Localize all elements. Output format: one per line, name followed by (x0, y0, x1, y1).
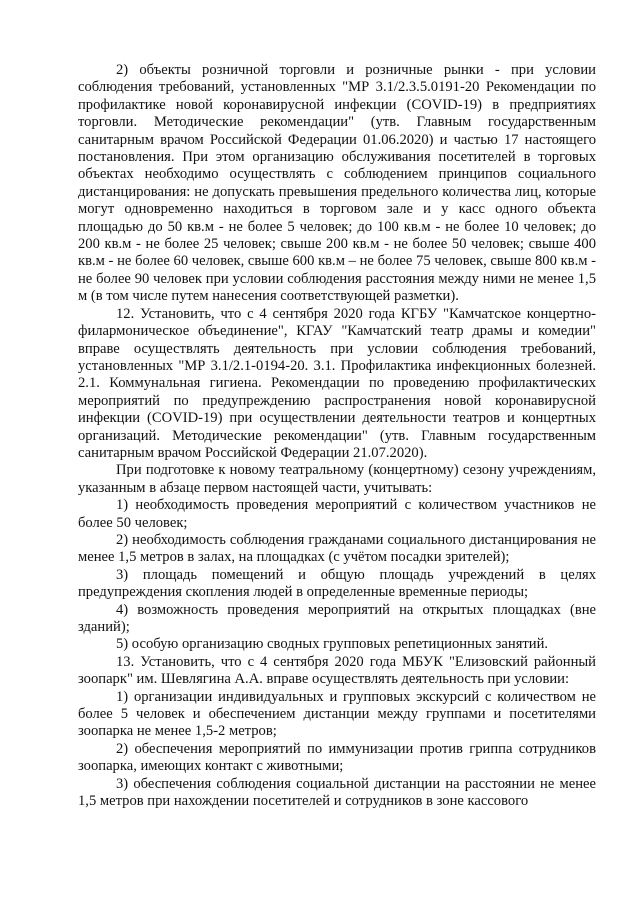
list-item-3: 3) площадь помещений и общую площадь учреждений в целях предупреждения скопления людей в определенные временные периоды; (78, 566, 596, 601)
paragraph-12-theatres: 12. Установить, что с 4 сентября 2020 года КГБУ "Камчатское концертно-филармоническое объединение", КГАУ "Камчатский театр драмы и комедии" вправе осуществлять деятельность при условии соблюдения требований, установленных "МР 3.1/2.1-0194-20. 3.1. Профилактика инфекционных болезней. 2.1. Коммунальная гигиена. Рекомендации по проведению профилактических мероприятий по предупреждению распространения новой коронавирусной инфекции (COVID-19) при осуществлении деятельности театров и концертных организаций. Методические рекомендации" (утв. Главным государственным санитарным врачом Российской Федерации 21.07.2020). (78, 305, 596, 461)
document-page (78, 62, 596, 810)
paragraph-season-preparation: При подготовке к новому театральному (концертному) сезону учреждениям, указанным в абзаце первом настоящей части, учитывать: (78, 462, 596, 496)
list-item-1: 1) необходимость проведения мероприятий с количеством участников не более 50 человек; (78, 497, 596, 531)
list-item-4: 4) возможность проведения мероприятий на открытых площадках (вне зданий); (78, 601, 596, 635)
zoo-item-1: 1) организации индивидуальных и групповых экскурсий с количеством не более 5 человек и обеспечением дистанции между группами и посетителями зоопарка не менее 1,5-2 метров; (78, 688, 596, 740)
paragraph-retail-objects: 2) объекты розничной торговли и розничные рынки - при условии соблюдения требований, установленных "МР 3.1/2.3.5.0191-20 Рекомендации по профилактике новой коронавирусной инфекции (COVID-19) в предприятиях торговли. Методические рекомендации" (утв. Главным государственным санитарным врачом Российской Федерации 01.06.2020) и частью 17 настоящего постановления. При этом организацию обслуживания посетителей в торговых объектах необходимо осуществлять с соблюдением принципов социального дистанцирования: не допускать превышения предельного количества лиц, которые могут одновременно находиться в торговом зале и у касс одного объекта площадью до 50 кв.м - не более 5 человек; до 100 кв.м - не более 10 человек; до 200 кв.м - не более 25 человек; свыше 200 кв.м - не более 50 человек; свыше 400 кв.м - не более 60 человек, свыше 600 кв.м – не более 75 человек, свыше 800 кв.м - не более 90 человек при условии соблюдения расстояния между ними не менее 1,5 м (в том числе путем нанесения соответствующей разметки). (78, 62, 596, 305)
list-item-2: 2) необходимость соблюдения гражданами социального дистанцирования не менее 1,5 метров в залах, на площадках (с учётом посадки зрителей); (78, 531, 596, 566)
paragraph-13-zoo: 13. Установить, что с 4 сентября 2020 года МБУК "Елизовский районный зоопарк" им. Шевлягина А.А. вправе осуществлять деятельность при условии: (78, 653, 596, 688)
zoo-item-3: 3) обеспечения соблюдения социальной дистанции на расстоянии не менее 1,5 метров при нахождении посетителей и сотрудников в зоне кассового (78, 775, 596, 810)
list-item-5: 5) особую организацию сводных групповых репетиционных занятий. (116, 636, 549, 653)
zoo-item-2: 2) обеспечения мероприятий по иммунизации против гриппа сотрудников зоопарка, имеющих контакт с животными; (78, 740, 596, 775)
